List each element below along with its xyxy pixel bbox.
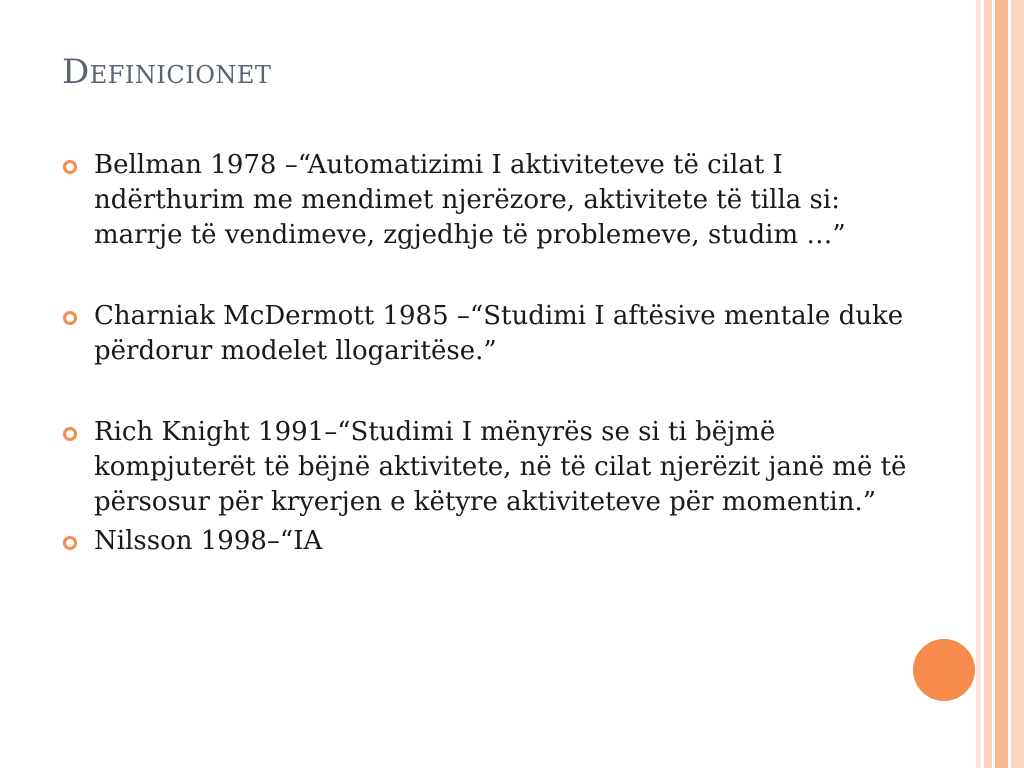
- stripe: [995, 0, 1008, 768]
- bullet-text: Charniak McDermott 1985 –“Studimi I aftësive mentale duke përdorur modelet llogaritëse.”: [94, 301, 904, 366]
- bullet-text: Nilsson 1998–“IA: [94, 526, 323, 556]
- bullet-list: [60, 148, 910, 559]
- bullet-item: [60, 524, 910, 559]
- bullet-item: [60, 415, 910, 520]
- ring-bullet-icon: [62, 159, 78, 175]
- decorative-stripes: [976, 0, 1024, 768]
- ring-bullet-icon: [62, 426, 78, 442]
- stripe: [984, 0, 992, 768]
- ring-bullet-icon: [62, 535, 78, 551]
- ring-bullet-icon: [62, 310, 78, 326]
- slide-title: Definicionet: [62, 52, 272, 92]
- stripe: [1011, 0, 1024, 768]
- bullet-text: Rich Knight 1991–“Studimi I mënyrës se si ti bëjmë kompjuterët të bëjnë aktivitete, në të cilat njerëzit janë më të përsosur për kryerjen e këtyre aktiviteteve për momentin.”: [94, 417, 907, 517]
- bullet-item: [60, 148, 910, 253]
- bullet-item: [60, 299, 910, 369]
- bullet-text: Bellman 1978 –“Automatizimi I aktiviteteve të cilat I ndërthurim me mendimet njerëzore, aktivitete të tilla si: marrje të vendimeve, zgjedhje të problemeve, studim …”: [94, 150, 846, 250]
- decorative-circle: [913, 639, 975, 701]
